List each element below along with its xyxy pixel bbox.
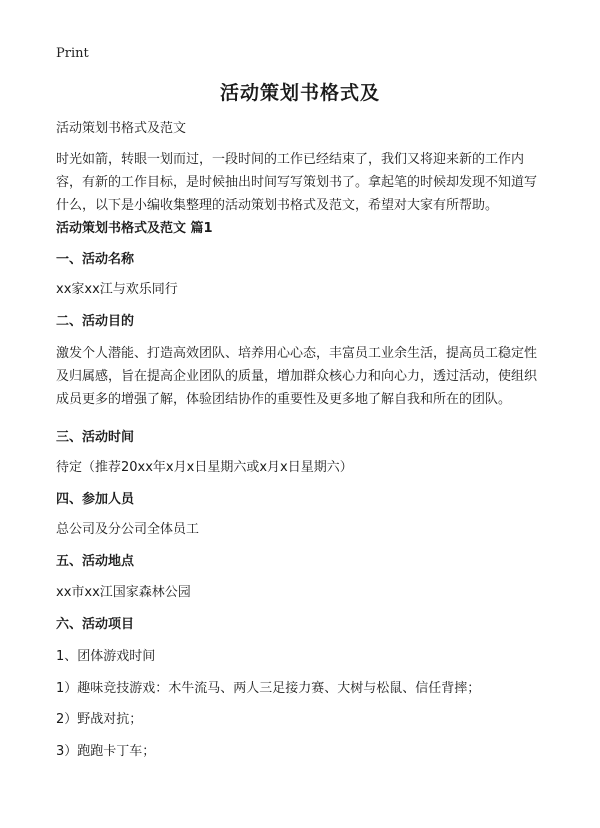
section-heading: 三、活动时间 bbox=[56, 430, 135, 445]
section-heading: 五、活动地点 bbox=[56, 554, 135, 569]
print-label: Print bbox=[56, 46, 89, 61]
section-heading: 一、活动名称 bbox=[56, 252, 135, 267]
list-item: 2）野战对抗； bbox=[56, 712, 143, 727]
list-item: 1）趣味竞技游戏：木牛流马、两人三足接力赛、大树与松鼠、信任背摔； bbox=[56, 681, 481, 696]
section-heading: 六、活动项目 bbox=[56, 617, 135, 632]
list-item: 3）跑跑卡丁车； bbox=[56, 744, 156, 759]
section-body: xx市xx江国家森林公园 bbox=[56, 585, 191, 600]
article-heading: 活动策划书格式及范文 篇1 bbox=[56, 221, 213, 236]
section-heading: 四、参加人员 bbox=[56, 492, 135, 507]
page-title: 活动策划书格式及 bbox=[219, 82, 380, 104]
section-body: 总公司及分公司全体员工 bbox=[56, 522, 200, 537]
document-subtitle: 活动策划书格式及范文 bbox=[56, 121, 187, 136]
section-heading: 二、活动目的 bbox=[56, 314, 135, 329]
section-body: xx家xx江与欢乐同行 bbox=[56, 282, 178, 297]
list-item: 1、团体游戏时间 bbox=[56, 649, 156, 664]
section-body: 激发个人潜能、打造高效团队、培养用心心态，丰富员工业余生活，提高员工稳定性及归属感，旨在提高企业团队的质量，增加群众核心力和向心力，透过活动，使组织成员更多的增强了解，体验团结协作的重要性及更多地了解自我和所在的团队。 bbox=[56, 346, 538, 407]
section-body: 待定（推荐20xx年x月x日星期六或x月x日星期六） bbox=[56, 460, 353, 475]
intro-paragraph: 时光如箭，转眼一划而过，一段时间的工作已经结束了，我们又将迎来新的工作内容，有新的工作目标，是时候抽出时间写写策划书了。拿起笔的时候却发现不知道写什么，以下是小编收集整理的活动策划书格式及范文，希望对大家有所帮助。 bbox=[56, 152, 538, 213]
